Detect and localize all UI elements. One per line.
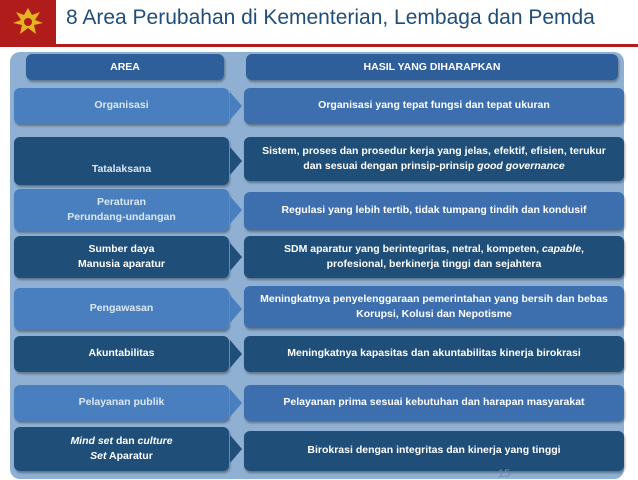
result-column-header: HASIL YANG DIHARAPKAN — [246, 54, 618, 80]
area-mindset — [14, 427, 229, 471]
result-label: Regulasi yang lebih tertib, tidak tumpang tindih dan kondusif — [281, 204, 587, 217]
result-akuntabilitas — [244, 336, 624, 372]
arrow-icon — [230, 92, 242, 120]
result-organisasi — [244, 88, 624, 124]
arrow-icon — [230, 389, 242, 417]
result-label-line-1: SDM aparatur yang berintegritas, netral, kompeten, capable, — [284, 242, 584, 255]
result-label-line-2: Korupsi, Kolusi dan Nepotisme — [356, 308, 512, 320]
area-peraturan — [14, 189, 229, 231]
area-label-line-1: Mind set dan culture — [70, 434, 173, 447]
arrow-icon — [230, 340, 242, 368]
result-sdm — [244, 236, 624, 278]
area-label-line-1: Sumber daya — [88, 242, 155, 255]
area-label: Pengawasan — [89, 302, 154, 315]
result-peraturan — [244, 192, 624, 230]
result-label: Pelayanan prima sesuai kebutuhan dan harapan masyarakat — [283, 396, 585, 409]
result-label: Birokrasi dengan integritas dan kinerja yang tinggi — [307, 444, 561, 457]
area-label: Pelayanan publik — [78, 396, 165, 409]
title-divider — [0, 44, 638, 47]
result-label-line-2: profesional, berkinerja tinggi dan sejahtera — [326, 258, 542, 270]
area-label-line-2: Manusia aparatur — [78, 258, 165, 270]
area-label-line-2: Perundang-undangan — [67, 211, 176, 223]
page-number: 15 — [498, 468, 511, 480]
area-akuntabilitas — [14, 336, 229, 372]
arrow-icon — [230, 147, 242, 175]
arrow-icon — [230, 295, 242, 323]
area-label-line-1: Peraturan — [96, 195, 147, 208]
result-pengawasan — [244, 286, 624, 328]
result-label-line-2: dan sesuai dengan prinsip-prinsip good governance — [303, 160, 565, 172]
arrow-icon — [230, 243, 242, 271]
area-column-header: AREA — [26, 54, 224, 80]
result-mindset — [244, 431, 624, 471]
result-tatalaksana — [244, 137, 624, 181]
result-label: Meningkatnya kapasitas dan akuntabilitas kinerja birokrasi — [287, 347, 581, 360]
area-sdm — [14, 236, 229, 278]
result-label-line-1: Meningkatnya penyelenggaraan pemerintahan yang bersih dan bebas — [260, 292, 608, 305]
page-title: 8 Area Perubahan di Kementerian, Lembaga dan Pemda — [66, 6, 595, 29]
area-label-line-2: Set Aparatur — [90, 450, 153, 462]
garuda-emblem-icon — [0, 0, 56, 44]
area-label: Tatalaksana — [91, 162, 152, 175]
area-organisasi — [14, 88, 229, 124]
area-pengawasan — [14, 288, 229, 330]
result-pelayanan-publik — [244, 385, 624, 421]
arrow-icon — [230, 435, 242, 463]
result-label: Organisasi yang tepat fungsi dan tepat ukuran — [318, 99, 550, 112]
area-label: Akuntabilitas — [88, 347, 155, 360]
title-bar — [0, 0, 638, 44]
area-tatalaksana — [14, 137, 229, 185]
area-pelayanan-publik — [14, 385, 229, 421]
area-label: Organisasi — [94, 99, 149, 112]
arrow-icon — [230, 196, 242, 224]
result-label-line-1: Sistem, proses dan prosedur kerja yang jelas, efektif, efisien, terukur — [262, 144, 606, 157]
